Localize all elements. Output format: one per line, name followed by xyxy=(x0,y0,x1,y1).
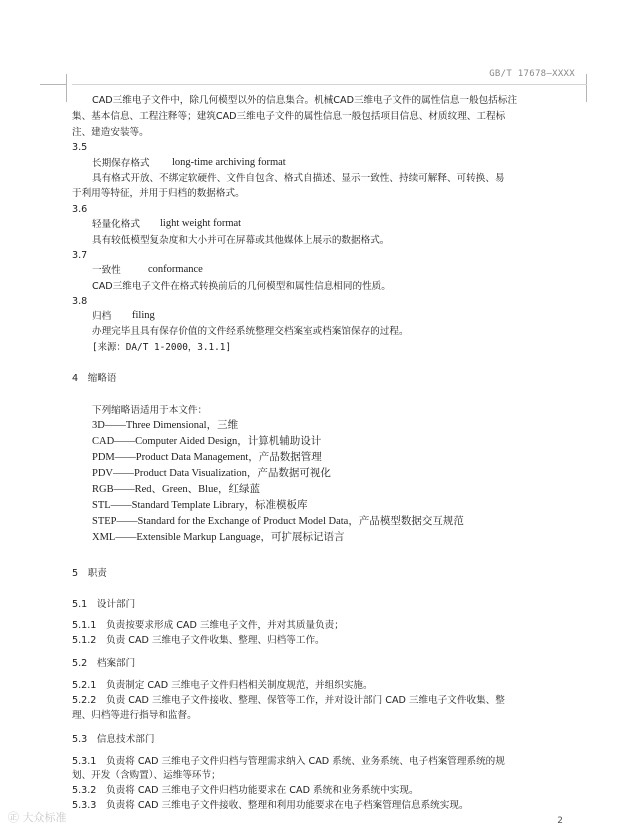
clause: 5.3.1 负责将 CAD 三维电子文件归档与管理需求纳入 CAD 系统、业务系统、电子档案管理系统的规 xyxy=(72,756,505,767)
term-english: conformance xyxy=(148,264,203,275)
term-title: 归档 xyxy=(92,311,112,322)
crop-mark-left-h xyxy=(40,84,67,85)
abbreviation-item: STL——Standard Template Library，标准模板库 xyxy=(92,500,308,511)
term-title: 一致性 xyxy=(92,265,121,276)
section-intro: 下列缩略语适用于本文件： xyxy=(92,405,208,416)
intro-line-3: 注、建造安装等。 xyxy=(72,127,149,138)
term-number: 3.6 xyxy=(72,204,88,215)
term-definition: 具有格式开放、不绑定软硬件、文件自包含、格式自描述、显示一致性、持续可解释、可转换、易 xyxy=(92,173,505,184)
term-title: 轻量化格式 xyxy=(92,219,140,230)
header-rule xyxy=(72,84,587,85)
term-number: 3.7 xyxy=(72,250,88,261)
clause: 5.3.3 负责将 CAD 三维电子文件接收、整理和利用功能要求在电子档案管理信息系统实现。 xyxy=(72,800,469,811)
term-definition: 具有较低模型复杂度和大小并可在屏幕或其他媒体上展示的数据格式。 xyxy=(92,235,390,246)
term-definition: CAD三维电子文件在格式转换前后的几何模型和属性信息相同的性质。 xyxy=(92,281,391,292)
abbreviation-item: 3D——Three Dimensional，三维 xyxy=(92,420,239,431)
term-title: 长期保存格式 xyxy=(92,158,150,169)
intro-line-1: CAD三维电子文件中，除几何模型以外的信息集合。机械CAD三维电子文件的属性信息一般包括标注 xyxy=(92,95,518,106)
page-number: 2 xyxy=(557,816,563,826)
crop-mark-left xyxy=(66,74,67,102)
clause-cont: 理、归档等进行指导和监督。 xyxy=(72,710,197,721)
abbreviation-item: PDM——Product Data Management，产品数据管理 xyxy=(92,452,322,463)
clause: 5.2.1 负责制定 CAD 三维电子文件归档相关制度规范，并组织实施。 xyxy=(72,680,373,691)
subsection-heading: 5.1 设计部门 xyxy=(72,599,136,610)
intro-line-2: 集、基本信息、工程注释等；建筑CAD三维电子文件的属性信息一般包括项目信息、材质纹理、工程标 xyxy=(72,111,506,122)
term-definition-cont: 于利用等特征，并用于归档的数据格式。 xyxy=(72,188,245,199)
section-heading: 5 职责 xyxy=(72,568,107,579)
term-number: 3.8 xyxy=(72,296,88,307)
abbreviation-item: CAD——Computer Aided Design，计算机辅助设计 xyxy=(92,436,322,447)
abbreviation-item: RGB——Red、Green、Blue，红绿蓝 xyxy=(92,484,260,495)
term-number: 3.5 xyxy=(72,142,88,153)
abbreviation-item: XML——Extensible Markup Language，可扩展标记语言 xyxy=(92,532,345,543)
crop-mark-right xyxy=(586,74,587,102)
subsection-heading: 5.3 信息技术部门 xyxy=(72,734,155,745)
clause: 5.2.2 负责 CAD 三维电子文件接收、整理、保管等工作，并对设计部门 CAD 三维电子文件收集、整 xyxy=(72,695,505,706)
subsection-heading: 5.2 档案部门 xyxy=(72,658,136,669)
clause: 5.3.2 负责将 CAD 三维电子文件归档功能要求在 CAD 系统和业务系统中实现。 xyxy=(72,785,419,796)
section-heading: 4 缩略语 xyxy=(72,373,117,384)
term-english: filing xyxy=(132,310,155,321)
standard-code: GB/T 17678—XXXX xyxy=(489,69,575,79)
term-definition: 办理完毕且具有保存价值的文件经系统整理交档案室或档案馆保存的过程。 xyxy=(92,326,409,337)
clause: 5.1.1 负责按要求形成 CAD 三维电子文件，并对其质量负责； xyxy=(72,620,344,631)
term-source: [来源：DA/T 1-2000，3.1.1] xyxy=(92,342,232,353)
abbreviation-item: STEP——Standard for the Exchange of Product Model Data，产品模型数据交互规范 xyxy=(92,516,464,527)
watermark: ㊣ 大众标准 xyxy=(8,811,67,824)
clause: 5.1.2 负责 CAD 三维电子文件收集、整理、归档等工作。 xyxy=(72,635,325,646)
term-english: light weight format xyxy=(160,218,242,229)
term-english: long-time archiving format xyxy=(172,157,286,168)
clause-cont: 划、开发（含购置）、运维等环节； xyxy=(72,770,221,781)
abbreviation-item: PDV——Product Data Visualization，产品数据可视化 xyxy=(92,468,331,479)
